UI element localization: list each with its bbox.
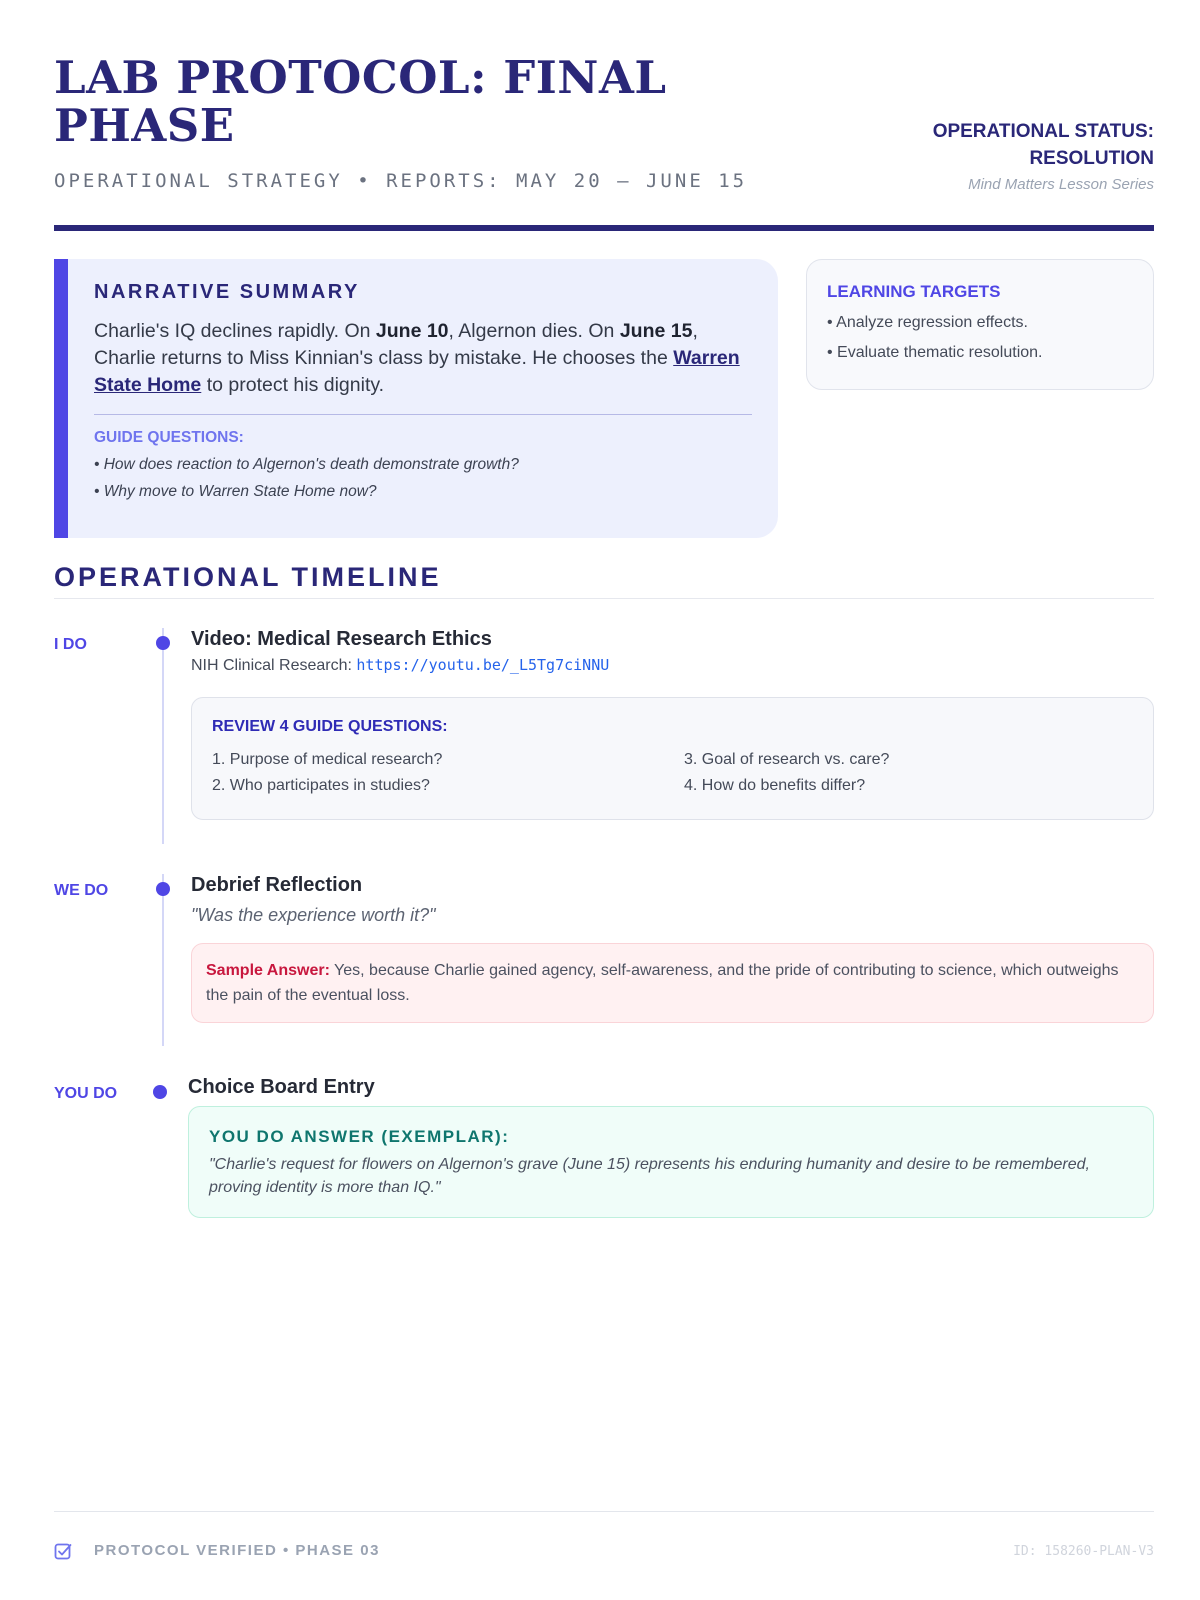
- learning-target: • Evaluate thematic resolution.: [827, 344, 1043, 361]
- summary-text-part: to protect his dignity.: [201, 374, 385, 396]
- video-link[interactable]: https://youtu.be/_L5Tg7ciNNU: [356, 656, 610, 674]
- we-do-title: Debrief Reflection: [191, 874, 363, 896]
- learning-targets-title: LEARNING TARGETS: [827, 282, 1001, 301]
- header-divider: [54, 225, 1154, 231]
- narrative-summary-card: [54, 259, 778, 538]
- video-source-label: NIH Clinical Research:: [191, 657, 357, 674]
- guide-question: • How does reaction to Algernon's death demonstrate growth?: [94, 456, 519, 473]
- review-questions-card: [191, 697, 1154, 820]
- video-source: [191, 656, 609, 675]
- summary-text: [94, 318, 752, 399]
- summary-text-part: , Algernon dies. On: [448, 320, 620, 342]
- summary-date: June 15: [619, 320, 693, 342]
- exemplar-card: [188, 1106, 1154, 1218]
- checkbox-icon: [54, 1542, 72, 1560]
- phase-label-you-do: YOU DO: [54, 1085, 118, 1102]
- guide-question: • Why move to Warren State Home now?: [94, 483, 377, 500]
- timeline-dot: [153, 1085, 167, 1099]
- phase-label-i-do: I DO: [54, 636, 87, 653]
- page-subtitle: OPERATIONAL STRATEGY • REPORTS: MAY 20 – JUNE 15: [54, 170, 748, 192]
- review-column: [212, 747, 442, 799]
- footer-verified: PROTOCOL VERIFIED • PHASE 03: [94, 1542, 380, 1559]
- learning-targets-card: [806, 259, 1154, 390]
- timeline-dot: [156, 882, 170, 896]
- summary-divider: [94, 414, 752, 415]
- reflection-quote: "Was the experience worth it?": [191, 905, 436, 925]
- lesson-page: [54, 0, 1154, 1600]
- summary-date: June 10: [375, 320, 449, 342]
- review-column: [684, 747, 889, 799]
- review-title: REVIEW 4 GUIDE QUESTIONS:: [212, 718, 448, 735]
- you-do-title: Choice Board Entry: [188, 1076, 375, 1098]
- exemplar-text: "Charlie's request for flowers on Algernon's grave (June 15) represents his enduring humanity and desire to be remembered, proving identity is more than IQ.": [209, 1156, 1090, 1196]
- timeline-line: [162, 874, 164, 1046]
- timeline-divider: [54, 598, 1154, 599]
- review-question: 1. Purpose of medical research?: [212, 751, 443, 768]
- lesson-series: Mind Matters Lesson Series: [968, 176, 1154, 193]
- header: [54, 51, 1154, 230]
- status-block: [834, 118, 1154, 193]
- timeline-dot: [156, 636, 170, 650]
- page-title: LAB PROTOCOL: FINAL PHASE: [54, 51, 667, 152]
- timeline-title: OPERATIONAL TIMELINE: [54, 562, 442, 592]
- phase-label-we-do: WE DO: [54, 882, 109, 899]
- timeline-line: [162, 628, 164, 844]
- guide-questions-title: GUIDE QUESTIONS:: [94, 429, 244, 446]
- review-question: 2. Who participates in studies?: [212, 777, 430, 794]
- sample-answer-text: Yes, because Charlie gained agency, self-awareness, and the pride of contributing to science, which outweighs the pain of the eventual loss.: [206, 962, 1119, 1004]
- document-id: ID: 158260-PLAN-V3: [1013, 1544, 1154, 1559]
- sample-answer-label: Sample Answer:: [206, 962, 330, 979]
- summary-text-part: , Charlie returns to Miss Kinnian's class by mistake. He chooses the: [94, 320, 698, 369]
- operational-status: OPERATIONAL STATUS: RESOLUTION: [932, 121, 1154, 169]
- exemplar-title: YOU DO ANSWER (EXEMPLAR):: [209, 1127, 510, 1146]
- summary-title: NARRATIVE SUMMARY: [94, 281, 360, 303]
- warren-state-home-link[interactable]: Warren State Home: [94, 347, 740, 396]
- learning-target: • Analyze regression effects.: [827, 314, 1028, 331]
- footer-divider: [54, 1511, 1154, 1512]
- summary-text-part: Charlie's IQ declines rapidly. On: [94, 320, 376, 342]
- sample-answer-card: [191, 943, 1154, 1023]
- i-do-title: Video: Medical Research Ethics: [191, 628, 492, 650]
- review-question: 3. Goal of research vs. care?: [684, 751, 890, 768]
- review-question: 4. How do benefits differ?: [684, 777, 866, 794]
